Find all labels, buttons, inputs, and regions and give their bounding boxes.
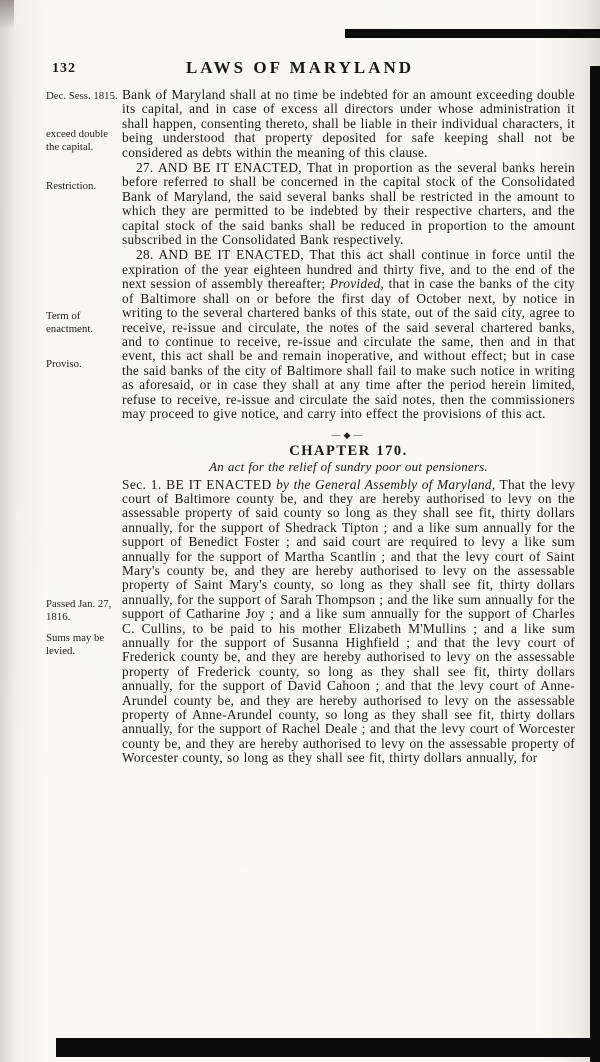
page-header	[0, 58, 600, 84]
page-content	[0, 88, 600, 767]
law-text-column	[122, 88, 575, 766]
scan-artifact-bottom-bar	[56, 1038, 600, 1057]
scan-artifact-top-left-shade	[0, 0, 14, 30]
ornament-divider: —◆—	[331, 430, 366, 441]
margin-note-proviso: Proviso.	[46, 358, 82, 370]
section-1-assembly-italic: by the General Assembly of Maryland,	[276, 476, 496, 492]
section-1-lead: Sec. 1. BE IT ENACTED	[122, 476, 277, 492]
paragraph-bank-capital: Bank of Maryland shall at no time be indebted for an amount exceeding double its capital, and in case of excess all directors under whose administration it shall happen, consenting thereto, shall be liable in their individual characters, it being understood that property deposited for safe keeping shall not be considered as debts within the meaning of this clause.	[122, 87, 575, 160]
margin-note-term-of-enactment: Term of enactment.	[46, 310, 94, 335]
margin-note-sums-levied: Sums may be levied.	[46, 632, 105, 657]
margin-note-restriction: Restriction.	[46, 180, 97, 192]
paragraph-section-1	[122, 478, 575, 766]
paragraph-section-28	[122, 248, 575, 421]
chapter-subtitle: An act for the relief of sundry poor out pensioners.	[209, 459, 488, 475]
page-number: 132	[52, 61, 76, 76]
section-1-body: That the levy court of Baltimore county be, and they are hereby authorised to levy on the assessable property of said county so long as they shall see fit, thirty dollars annually, for the support of Shedrack Tipton ; and a like sum annually for the support of Benedict Foster ; and said court are required to levy a like sum annually for the support of Martha Scantlin ; and that the levy court of Saint Mary's county be, and they are hereby authorised to levy on the assessable property of Saint Mary's county, so long as they shall see fit, thirty dollars annually, for the support of Sarah Thompson ; and the like sum annually for the support of Catharine Joy ; and a like sum annually for the support of Charles C. Cullins, to be paid to his mother Elizabeth M'Mullins ; and a like sum annually for the support of Susanna Highfield ; and that the levy court of Frederick county be, and they are hereby authorised to levy on the assessable property of Frederick county, so long as they shall see fit, thirty dollars annually, for the support of David Cahoon ; and that the levy court of Anne-Arundel county be, and they are hereby authorised to levy on the assessable property of Anne-Arundel county, so long as they shall see fit, thirty dollars annually, for the support of Rachel Deale ; and that the levy court of Worcester county be, and they are hereby authorised to levy on the assessable property of Worcester county, so long as they shall see fit, thirty dollars annually, for	[122, 476, 575, 766]
scan-artifact-top-bar	[345, 29, 600, 38]
chapter-heading: CHAPTER 170.	[289, 442, 408, 459]
margin-note-exceed-capital: exceed double the capital.	[46, 128, 109, 153]
section-28-proviso-italic: Provided,	[329, 276, 385, 292]
paragraph-section-27: 27. AND BE IT ENACTED, That in proportion as the several banks herein before referred to shall be concerned in the capital stock of the Consolidated Bank of Maryland, the said several banks shall be restricted in the amount to which they are permitted to be indebted by their respective charters, and the capital stock of the said banks shall be reduced in proportion to the amount subscribed in the Consolidated Bank respectively.	[122, 160, 575, 248]
page-title: LAWS OF MARYLAND	[185, 58, 415, 77]
section-28-part1: 28. AND BE IT ENACTED, That this act shall continue in force until the expiration of the year eighteen hundred and thirty five, and to the end of the next session of assembly thereafter;	[122, 247, 575, 292]
margin-note-session-date: Dec. Sess. 1815.	[46, 90, 118, 102]
margin-note-passed-date: Passed Jan. 27, 1816.	[46, 598, 112, 623]
section-28-part2: that in case the banks of the city of Baltimore shall on or before the first day of October next, by notice in writing to the several chartered banks of this state, out of the said city, agree to receive, re-issue and circulate, the notes of the said several chartered banks, and to continue to receive, re-issue and circulate the same, then and in that event, this act shall be and remain inoperative, and without effect; but in case the said banks of the city of Baltimore shall fail to make such notice in writing as aforesaid, or in case they shall at any time after the period herein limited, refuse to receive, re-issue and circulate the said notes, then the commissioners may proceed to give notice, and carry into effect the provisions of this act.	[122, 276, 575, 421]
